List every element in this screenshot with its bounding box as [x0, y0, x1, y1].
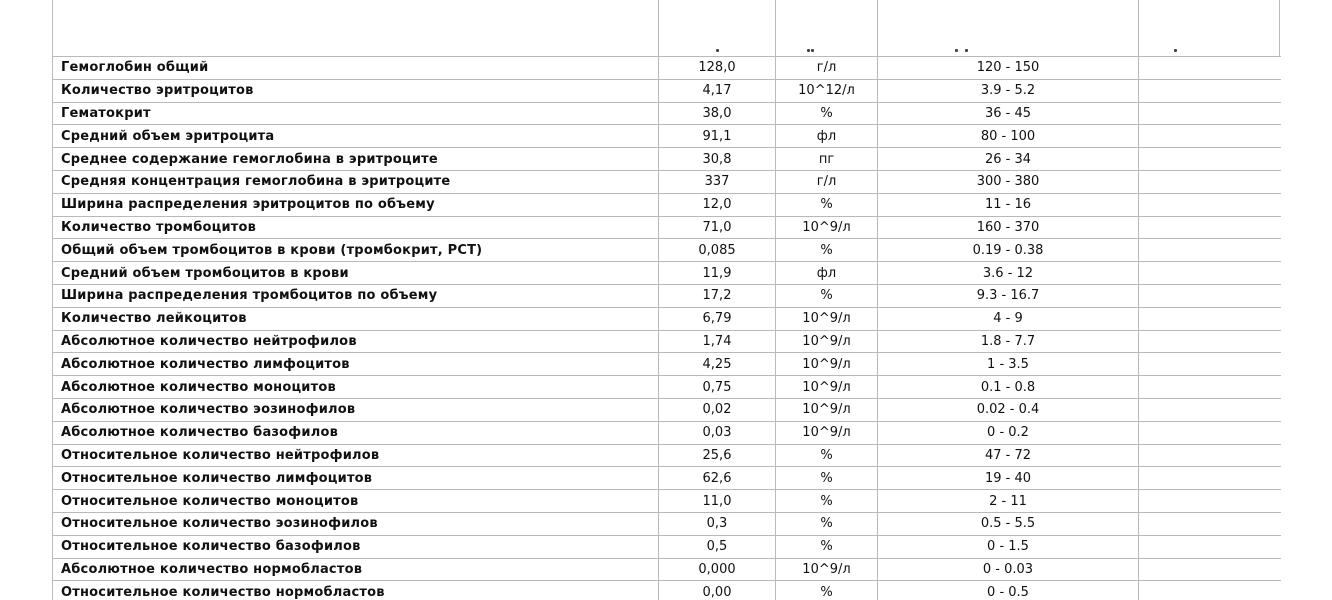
table-row [53, 558, 1282, 581]
result-value-cell: 0,75 [659, 376, 776, 399]
comment-cell [1139, 330, 1282, 353]
results-table [52, 56, 1281, 600]
reference-range-cell: 36 - 45 [878, 102, 1139, 125]
comment-cell [1139, 284, 1282, 307]
reference-range-cell: 26 - 34 [878, 148, 1139, 171]
result-value-cell: 71,0 [659, 216, 776, 239]
reference-range-cell: 300 - 380 [878, 170, 1139, 193]
test-name-cell: Общий объем тромбоцитов в крови (тромбокрит, PCT) [53, 239, 659, 262]
reference-range-cell: 0.19 - 0.38 [878, 239, 1139, 262]
unit-cell: 10^9/л [776, 558, 878, 581]
test-name-cell: Относительное количество базофилов [53, 535, 659, 558]
test-name-cell: Гематокрит [53, 102, 659, 125]
comment-cell [1139, 239, 1282, 262]
comment-cell [1139, 57, 1282, 80]
header-text-fragment [811, 49, 814, 52]
test-name-cell: Средний объем эритроцита [53, 125, 659, 148]
comment-cell [1139, 262, 1282, 285]
table-row [53, 467, 1282, 490]
comment-cell [1139, 512, 1282, 535]
test-name-cell: Абсолютное количество нормобластов [53, 558, 659, 581]
unit-cell: фл [776, 125, 878, 148]
table-row [53, 376, 1282, 399]
unit-cell: % [776, 512, 878, 535]
test-name-cell: Абсолютное количество моноцитов [53, 376, 659, 399]
result-value-cell: 0,02 [659, 398, 776, 421]
comment-cell [1139, 421, 1282, 444]
result-value-cell: 0,03 [659, 421, 776, 444]
reference-range-cell: 0.1 - 0.8 [878, 376, 1139, 399]
test-name-cell: Абсолютное количество лимфоцитов [53, 353, 659, 376]
table-row [53, 102, 1282, 125]
test-name-cell: Количество лейкоцитов [53, 307, 659, 330]
comment-cell [1139, 307, 1282, 330]
test-name-cell: Ширина распределения эритроцитов по объему [53, 193, 659, 216]
unit-cell: 10^12/л [776, 79, 878, 102]
unit-cell: г/л [776, 170, 878, 193]
unit-cell: % [776, 535, 878, 558]
unit-cell: % [776, 490, 878, 513]
test-name-cell: Относительное количество лимфоцитов [53, 467, 659, 490]
comment-cell [1139, 490, 1282, 513]
header-text-fragment [955, 49, 958, 52]
table-row [53, 239, 1282, 262]
table-row [53, 398, 1282, 421]
result-value-cell: 30,8 [659, 148, 776, 171]
table-row [53, 216, 1282, 239]
reference-range-cell: 0 - 1.5 [878, 535, 1139, 558]
result-value-cell: 17,2 [659, 284, 776, 307]
result-value-cell: 25,6 [659, 444, 776, 467]
table-row [53, 125, 1282, 148]
result-value-cell: 11,9 [659, 262, 776, 285]
column-divider [658, 0, 659, 56]
comment-cell [1139, 193, 1282, 216]
unit-cell: 10^9/л [776, 376, 878, 399]
table-row [53, 57, 1282, 80]
result-value-cell: 12,0 [659, 193, 776, 216]
comment-cell [1139, 376, 1282, 399]
test-name-cell: Абсолютное количество эозинофилов [53, 398, 659, 421]
test-name-cell: Количество тромбоцитов [53, 216, 659, 239]
table-row [53, 170, 1282, 193]
table-row [53, 148, 1282, 171]
comment-cell [1139, 79, 1282, 102]
unit-cell: пг [776, 148, 878, 171]
reference-range-cell: 0 - 0.03 [878, 558, 1139, 581]
unit-cell: % [776, 284, 878, 307]
result-value-cell: 91,1 [659, 125, 776, 148]
unit-cell: 10^9/л [776, 353, 878, 376]
table-row [53, 444, 1282, 467]
table-row [53, 193, 1282, 216]
table-row [53, 490, 1282, 513]
result-value-cell: 4,17 [659, 79, 776, 102]
header-text-fragment [716, 49, 719, 52]
unit-cell: г/л [776, 57, 878, 80]
test-name-cell: Ширина распределения тромбоцитов по объему [53, 284, 659, 307]
reference-range-cell: 80 - 100 [878, 125, 1139, 148]
unit-cell: % [776, 239, 878, 262]
comment-cell [1139, 125, 1282, 148]
reference-range-cell: 0.02 - 0.4 [878, 398, 1139, 421]
comment-cell [1139, 353, 1282, 376]
result-value-cell: 4,25 [659, 353, 776, 376]
test-name-cell: Относительное количество нормобластов [53, 581, 659, 600]
unit-cell: % [776, 581, 878, 600]
comment-cell [1139, 467, 1282, 490]
table-row [53, 79, 1282, 102]
header-text-fragment [807, 49, 810, 52]
test-name-cell: Среднее содержание гемоглобина в эритроците [53, 148, 659, 171]
column-divider [1138, 0, 1139, 56]
reference-range-cell: 1 - 3.5 [878, 353, 1139, 376]
test-name-cell: Количество эритроцитов [53, 79, 659, 102]
comment-cell [1139, 148, 1282, 171]
reference-range-cell: 120 - 150 [878, 57, 1139, 80]
result-value-cell: 128,0 [659, 57, 776, 80]
table-row [53, 512, 1282, 535]
unit-cell: 10^9/л [776, 307, 878, 330]
unit-cell: % [776, 102, 878, 125]
header-text-fragment [965, 49, 968, 52]
result-value-cell: 62,6 [659, 467, 776, 490]
reference-range-cell: 160 - 370 [878, 216, 1139, 239]
reference-range-cell: 9.3 - 16.7 [878, 284, 1139, 307]
unit-cell: % [776, 467, 878, 490]
result-value-cell: 0,5 [659, 535, 776, 558]
unit-cell: 10^9/л [776, 216, 878, 239]
unit-cell: 10^9/л [776, 421, 878, 444]
test-name-cell: Абсолютное количество базофилов [53, 421, 659, 444]
reference-range-cell: 19 - 40 [878, 467, 1139, 490]
unit-cell: фл [776, 262, 878, 285]
result-value-cell: 0,000 [659, 558, 776, 581]
test-name-cell: Относительное количество эозинофилов [53, 512, 659, 535]
reference-range-cell: 47 - 72 [878, 444, 1139, 467]
comment-cell [1139, 444, 1282, 467]
reference-range-cell: 3.9 - 5.2 [878, 79, 1139, 102]
test-name-cell: Относительное количество нейтрофилов [53, 444, 659, 467]
table-row [53, 353, 1282, 376]
test-name-cell: Абсолютное количество нейтрофилов [53, 330, 659, 353]
result-value-cell: 0,3 [659, 512, 776, 535]
reference-range-cell: 0 - 0.5 [878, 581, 1139, 600]
table-header-cut-off [52, 0, 1280, 56]
result-value-cell: 6,79 [659, 307, 776, 330]
comment-cell [1139, 102, 1282, 125]
table-row [53, 284, 1282, 307]
reference-range-cell: 1.8 - 7.7 [878, 330, 1139, 353]
reference-range-cell: 0.5 - 5.5 [878, 512, 1139, 535]
table-row [53, 581, 1282, 600]
results-table-body [53, 57, 1282, 600]
reference-range-cell: 2 - 11 [878, 490, 1139, 513]
unit-cell: 10^9/л [776, 398, 878, 421]
reference-range-cell: 4 - 9 [878, 307, 1139, 330]
unit-cell: % [776, 444, 878, 467]
table-row [53, 330, 1282, 353]
comment-cell [1139, 535, 1282, 558]
column-divider [877, 0, 878, 56]
comment-cell [1139, 216, 1282, 239]
header-text-fragment [1174, 49, 1177, 52]
result-value-cell: 0,00 [659, 581, 776, 600]
table-row [53, 262, 1282, 285]
test-name-cell: Средняя концентрация гемоглобина в эритроците [53, 170, 659, 193]
result-value-cell: 1,74 [659, 330, 776, 353]
table-row [53, 421, 1282, 444]
comment-cell [1139, 581, 1282, 600]
unit-cell: 10^9/л [776, 330, 878, 353]
reference-range-cell: 0 - 0.2 [878, 421, 1139, 444]
unit-cell: % [776, 193, 878, 216]
reference-range-cell: 11 - 16 [878, 193, 1139, 216]
result-value-cell: 0,085 [659, 239, 776, 262]
column-divider [775, 0, 776, 56]
table-row [53, 307, 1282, 330]
test-name-cell: Гемоглобин общий [53, 57, 659, 80]
results-sheet [52, 0, 1281, 600]
comment-cell [1139, 170, 1282, 193]
test-name-cell: Относительное количество моноцитов [53, 490, 659, 513]
result-value-cell: 337 [659, 170, 776, 193]
result-value-cell: 38,0 [659, 102, 776, 125]
test-name-cell: Средний объем тромбоцитов в крови [53, 262, 659, 285]
reference-range-cell: 3.6 - 12 [878, 262, 1139, 285]
result-value-cell: 11,0 [659, 490, 776, 513]
table-row [53, 535, 1282, 558]
comment-cell [1139, 558, 1282, 581]
comment-cell [1139, 398, 1282, 421]
